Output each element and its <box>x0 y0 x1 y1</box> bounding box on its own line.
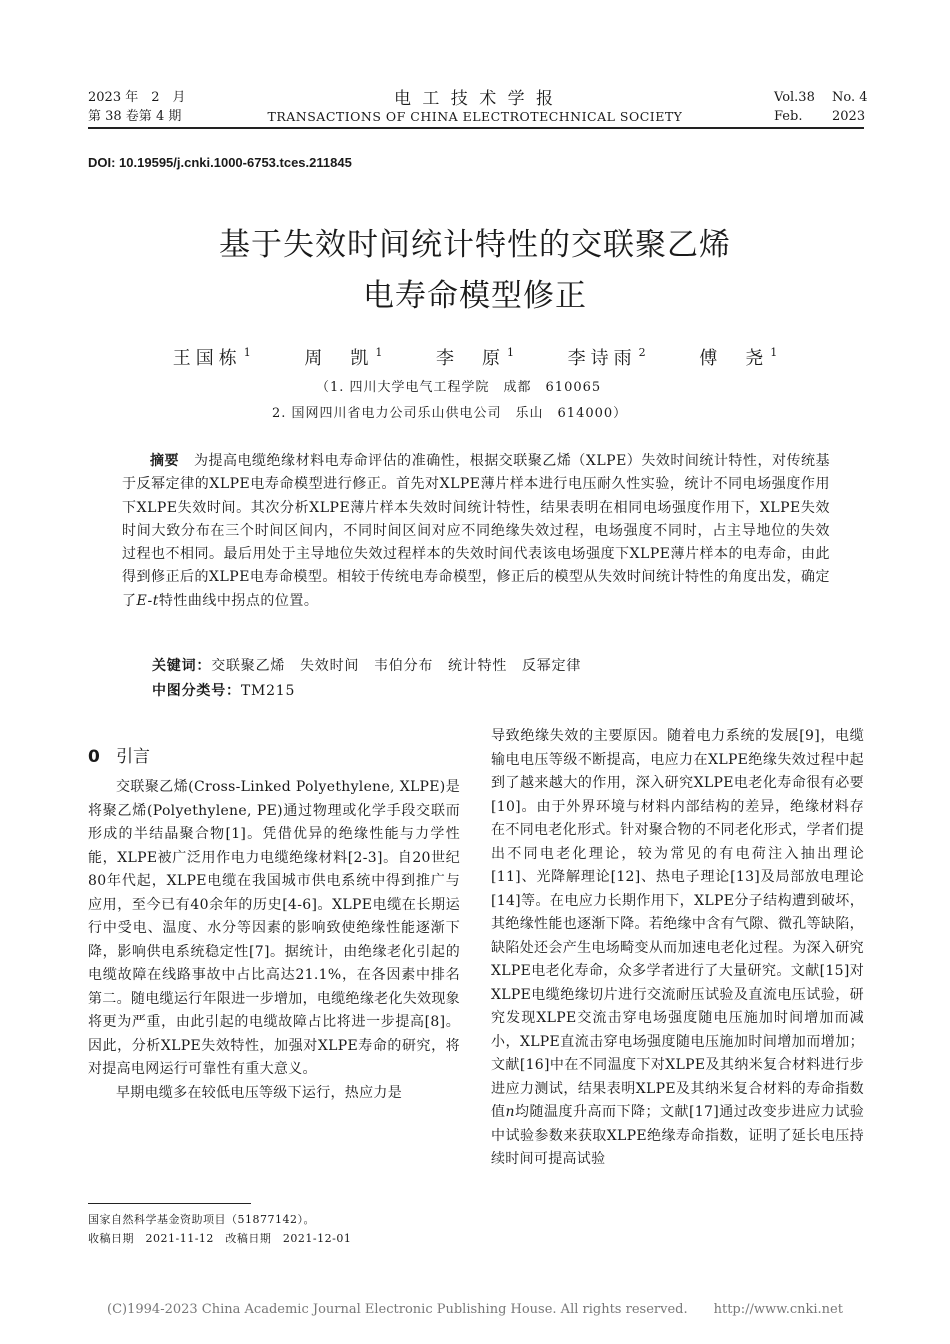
doi: DOI: 10.19595/j.cnki.1000-6753.tces.211845 <box>88 155 352 170</box>
header-year: 2023 <box>832 109 866 124</box>
footnote-rule <box>88 1203 251 1204</box>
section-heading <box>88 742 150 767</box>
author-4: 李诗雨 $^2$ <box>567 346 646 369</box>
abstract-italic: E-t <box>136 592 159 609</box>
section-title: 引言 <box>116 747 151 767</box>
header-no: No. 4 <box>832 90 868 105</box>
keywords-text: 交联聚乙烯 失效时间 韦伯分布 统计特性 反幂定律 <box>211 658 582 674</box>
affiliation-1: （1. 四川大学电气工程学院 成都 610065 <box>316 380 602 395</box>
header-issue: 第 38 卷第 4 期 <box>88 109 182 124</box>
author-5: 傅 尧 $^1$ <box>699 346 778 369</box>
left-column <box>88 776 460 1105</box>
header-date: 2023 年 2 月 <box>88 90 186 105</box>
title-line-1: 基于失效时间统计特性的交联聚乙烯 <box>219 227 731 263</box>
right-paragraph-1 <box>491 725 864 1172</box>
title-line-2: 电寿命模型修正 <box>363 278 587 314</box>
header-journal-cn: 电 工 技 术 学 报 <box>393 89 557 109</box>
classification-text: TM215 <box>240 683 296 699</box>
author-3: 李 原 $^1$ <box>436 346 514 369</box>
right-column <box>491 725 864 1172</box>
left-paragraph-2: 早期电缆多在较低电压等级下运行，热应力是 <box>116 1084 402 1101</box>
classification <box>152 680 295 700</box>
keywords-label: 关键词： <box>152 658 212 674</box>
right-paragraph-text: 导致绝缘失效的主要原因。随着电力系统的发展[9]，电缆输电电压等级不断提高，电应力在XLPE绝缘失效过程中起到了越来越大的作用，深入研究XLPE电老化寿命很有必要[10]。由于外界环境与材料内部结构的差异，绝缘材料存在不同电老化形式。针对聚合物的不同老化形式，学者们提出不同电老化理论，较为常见的有电荷注入抽出理论[11]、光降解理论[12]、热电子理论[13]及局部放电理论[14]等。在电应力长期作用下，XLPE分子结构遭到破坏，其绝缘性能也逐渐下降。若绝缘中含有气隙、微孔等缺陷，缺陷处还会产生电场畸变从而加速电老化过程。为深入研究XLPE电老化寿命，众多学者进行了大量研究。文献[15]对XLPE电缆绝缘切片进行交流耐压试验及直流电压试验，研究发现XLPE交流击穿电场强度随电压施加时间增加而减小，XLPE直流击穿电场强度随电压施加时间增加而增加；文献[16]中在不同温度下对XLPE及其纳米复合材料进行步进应力测试，结果表明XLPE及其纳米复合材料的寿命指数值 <box>491 728 864 1120</box>
section-number: 0 <box>88 747 100 767</box>
left-paragraph-1: 交联聚乙烯(Cross-Linked Polyethylene, XLPE)是将聚乙烯(Polyethylene, PE)通过物理或化学手段交联而形成的半结晶聚合物[1]。凭借优异的绝缘性能与力学性能，XLPE被广泛用作电力电缆绝缘材料[2-3]。自20世纪80年代起，XLPE电缆在我国城市供电系统中得到推广与应用，至今已有40余年的历史[4-6]。XLPE电缆在长期运行中受电、温度、水分等因素的影响致使绝缘性能逐渐下降，影响供电系统稳定性[7]。据统计，由绝缘老化引起的电缆故障在线路事故中占比高达21.1%，在各因素中排名第二。随电缆运行年限进一步增加，电缆绝缘老化失效现象将更为严重，由此引起的电缆故障占比将进一步提高[8]。因此，分析XLPE失效特性，加强对XLPE寿命的研究，将对提高电网运行可靠性有重大意义。 <box>88 779 460 1077</box>
authors <box>0 344 950 370</box>
author-1: 王国栋 $^1$ <box>172 346 251 369</box>
abstract <box>122 450 830 613</box>
abstract-tail: 特性曲线中拐点的位置。 <box>158 592 319 609</box>
abstract-text: 为提高电缆绝缘材料电寿命评估的准确性，根据交联聚乙烯（XLPE）失效时间统计特性，对传统基于反幂定律的XLPE电寿命模型进行修正。首先对XLPE薄片样本进行电压耐久性实验，统计不同电场强度作用下XLPE失效时间。其次分析XLPE薄片样本失效时间统计特性，结果表明在相同电场强度作用下，XLPE失效时间大致分布在三个时间区间内，不同时间区间对应不同绝缘失效过程，电场强度不同时，占主导地位的失效过程也不相同。最后用处于主导地位失效过程样本的失效时间代表该电场强度下XLPE薄片样本的电寿命，由此得到修正后的XLPE电寿命模型。相较于传统电寿命模型，修正后的模型从失效时间统计特性的角度出发，确定了 <box>122 453 831 609</box>
classification-label: 中图分类号： <box>152 683 241 699</box>
right-paragraph-tail: 均随温度升高而下降；文献[17]通过改变步进应力试验中试验参数来获取XLPE绝缘寿命指数，证明了延长电压持续时间可提高试验 <box>491 1104 864 1167</box>
affiliation-2: 2. 国网四川省电力公司乐山供电公司 乐山 614000） <box>272 406 628 421</box>
footnote-dates: 收稿日期 2021-11-12 改稿日期 2021-12-01 <box>88 1232 352 1245</box>
header-journal-en: TRANSACTIONS OF CHINA ELECTROTECHNICAL SOCIETY <box>267 109 683 124</box>
right-italic-n: n <box>505 1104 515 1120</box>
header-vol: Vol.38 <box>774 90 815 105</box>
header-rule <box>88 127 864 129</box>
keywords <box>152 655 581 675</box>
author-2: 周 凯 $^1$ <box>304 346 383 369</box>
header-month: Feb. <box>774 109 803 124</box>
copyright-notice: (C)1994-2023 China Academic Journal Electronic Publishing House. All rights reserved. http://www.cnki.net <box>107 1302 843 1317</box>
footnote-fund: 国家自然科学基金资助项目（51877142）。 <box>88 1213 315 1226</box>
abstract-label: 摘要 <box>150 453 180 469</box>
